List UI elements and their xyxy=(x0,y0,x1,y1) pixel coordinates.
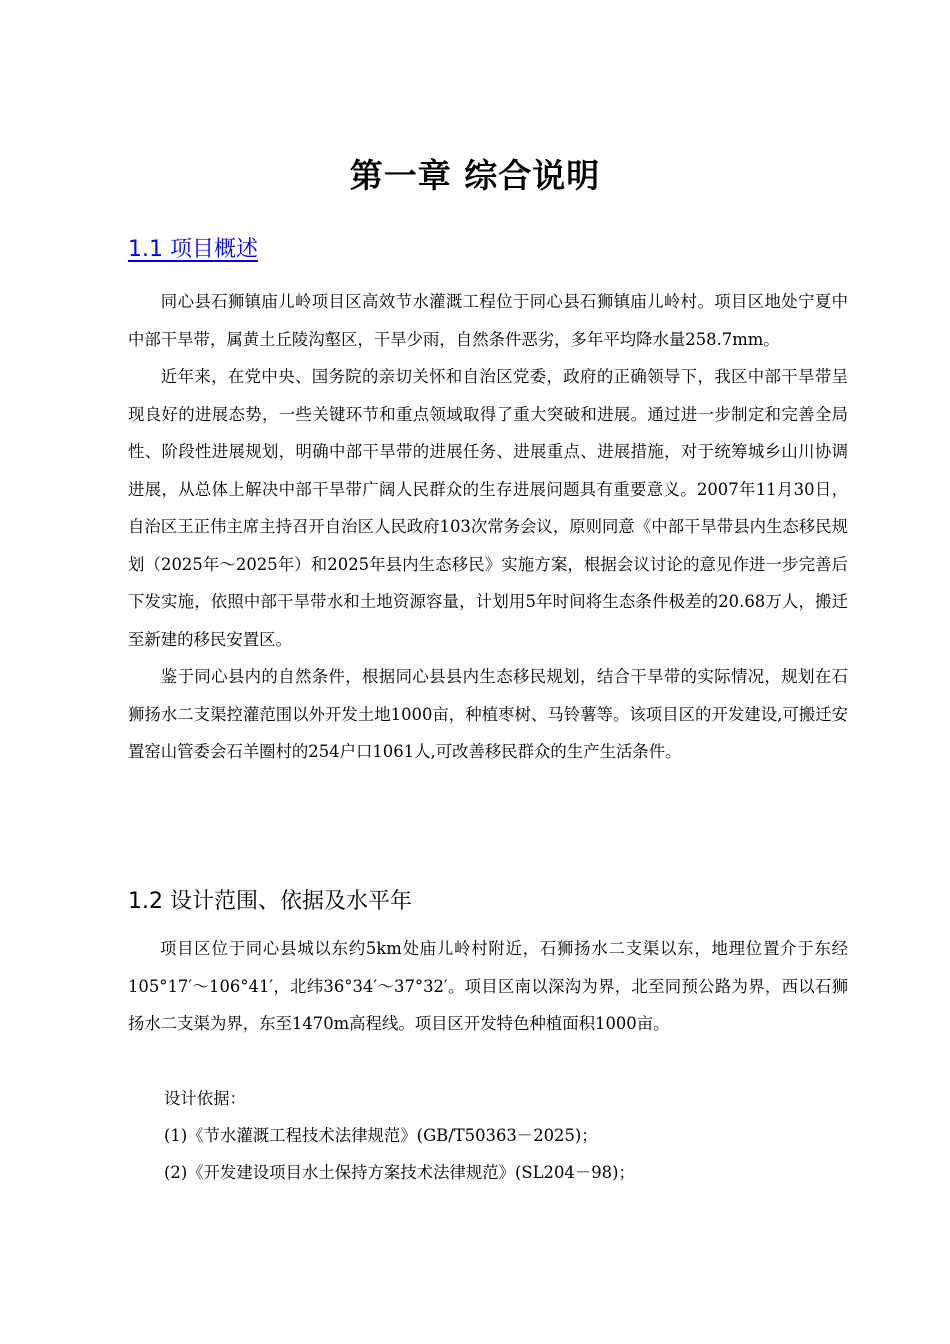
paragraph: 同心县石狮镇庙儿岭项目区高效节水灌溉工程位于同心县石狮镇庙儿岭村。项目区地处宁夏中中部干旱带，属黄土丘陵沟壑区，干旱少雨，自然条件恶劣，多年平均降水量258.7mm。 xyxy=(128,292,848,349)
section-1-link[interactable] xyxy=(128,237,286,262)
section-2-body xyxy=(128,930,848,1043)
design-basis-list xyxy=(164,1080,854,1191)
paragraph: 近年来，在党中央、国务院的亲切关怀和自治区党委，政府的正确领导下，我区中部干旱带呈现良好的进展态势，一些关键环节和重点领域取得了重大突破和进展。通过进一步制定和完善全局性、阶段性进展规划，明确中部干旱带的进展任务、进展重点、进展措施，对于统筹城乡山川协调进展，从总体上解决中部干旱带广阔人民群众的生存进展问题具有重要意义。2007年11月30日，自治区王正伟主席主持召开自治区人民政府103次常务会议，原则同意《中部干旱带县内生态移民规划（2025年～2025年）和2025年县内生态移民》实施方案，根据会议讨论的意见作进一步完善后下发实施，依照中部干旱带水和土地资源容量，计划用5年时间将生态条件极差的20.68万人，搬迁至新建的移民安置区。 xyxy=(128,367,848,649)
section-1-heading[interactable] xyxy=(128,232,286,263)
design-basis-item: (1)《节水灌溉工程技术法律规范》(GB/T50363－2025)； xyxy=(164,1126,598,1145)
design-basis-label: 设计依据： xyxy=(164,1089,246,1108)
paragraph: 鉴于同心县内的自然条件，根据同心县县内生态移民规划，结合干旱带的实际情况，规划在石狮扬水二支渠控灌范围以外开发土地1000亩，种植枣树、马铃薯等。该项目区的开发建设,可搬迁安置窑山管委会石羊圈村的254户口1061人,可改善移民群众的生产生活条件。 xyxy=(128,667,848,761)
design-basis-item: (2)《开发建设项目水土保持方案技术法律规范》(SL204－98)； xyxy=(164,1163,635,1182)
section-1-body xyxy=(128,283,848,771)
paragraph: 项目区位于同心县城以东约5km处庙儿岭村附近，石狮扬水二支渠以东，地理位置介于东经105°17′～106°41′，北纬36°34′～37°32′。项目区南以深沟为界，北至同预公路为界，西以石狮扬水二支渠为界，东至1470m高程线。项目区开发特色种植面积1000亩。 xyxy=(128,939,848,1033)
chapter-title: 第一章 综合说明 xyxy=(349,156,601,195)
section-1-heading-text: 1.1 项目概述 xyxy=(128,237,258,262)
section-2-heading: 1.2 设计范围、依据及水平年 xyxy=(128,889,412,914)
